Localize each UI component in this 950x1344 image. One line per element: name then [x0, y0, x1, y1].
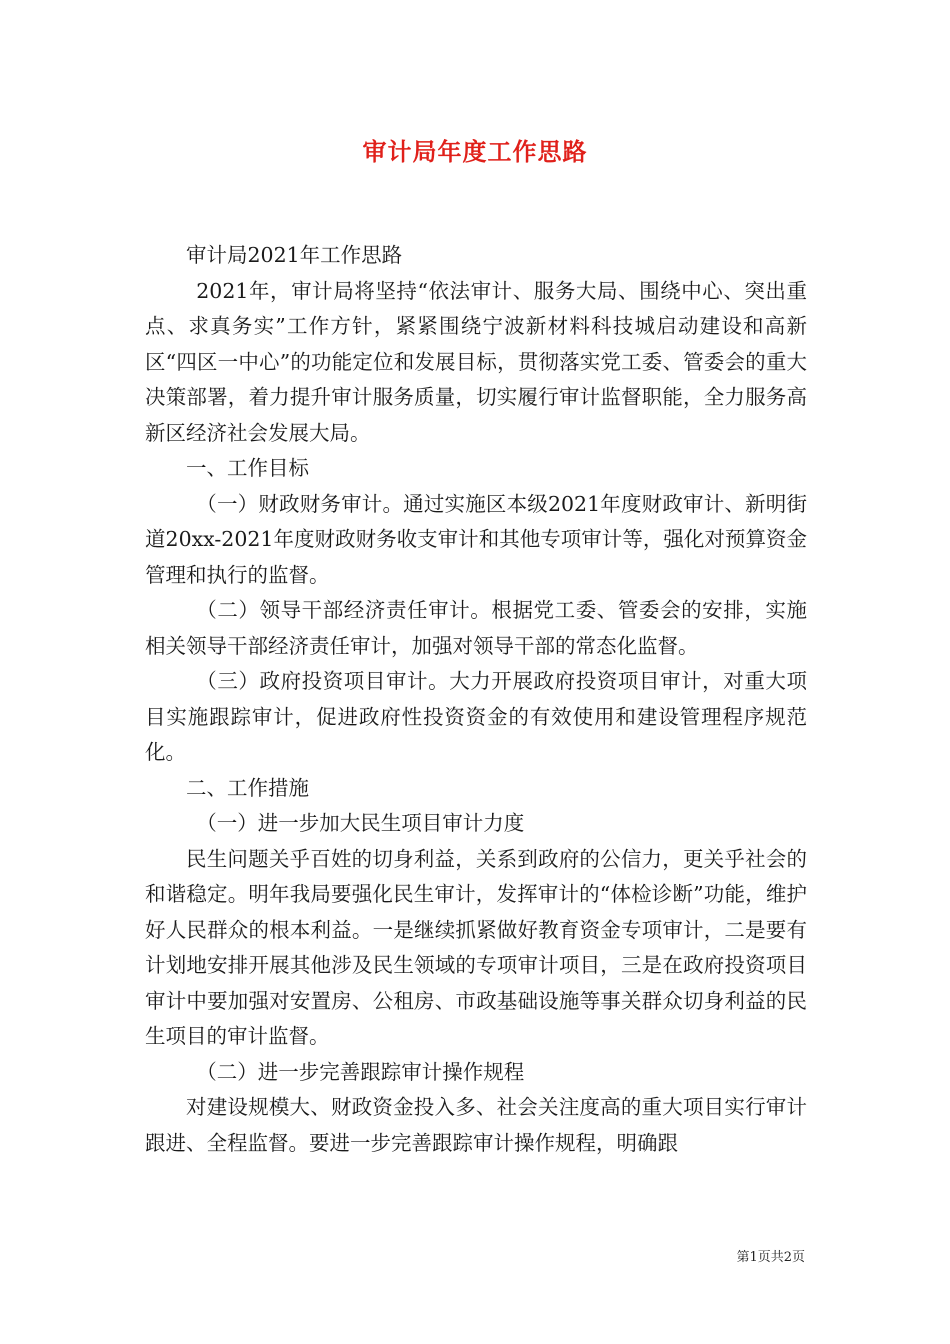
subheading-measure-2: （二）进一步完善跟踪审计操作规程 [196, 1059, 525, 1084]
section-heading-measures: 二、工作措施 [186, 775, 309, 800]
subheading-measure-1: （一）进一步加大民生项目审计力度 [196, 811, 525, 835]
paragraph-goal-3: （三）政府投资项目审计。大力开展政府投资项目审计，对重大项目实施跟踪审计，促进政府性投资资金的有效使用和建设管理程序规范化。 [145, 669, 807, 764]
paragraph-goal-2: （二）领导干部经济责任审计。根据党工委、管委会的安排，实施相关领导干部经济责任审计，加强对领导干部的常态化监督。 [145, 598, 807, 658]
paragraph-measure-1: 民生问题关乎百姓的切身利益，关系到政府的公信力，更关乎社会的和谐稳定。明年我局要强化民生审计，发挥审计的“体检诊断”功能，维护好人民群众的根本利益。一是继续抓紧做好教育资金专项审计，二是要有计划地安排开展其他涉及民生领域的专项审计项目，三是在政府投资项目审计中要加强对安置房、公租房、市政基础设施等事关群众切身利益的民生项目的审计监督。 [145, 846, 807, 1048]
section-heading-goals: 一、工作目标 [186, 456, 309, 480]
document-title: 审计局年度工作思路 [362, 137, 588, 166]
paragraph-heading: 审计局2021年工作思路 [186, 243, 403, 267]
document-body [145, 238, 807, 1161]
paragraph-measure-2: 对建设规模大、财政资金投入多、社会关注度高的重大项目实行审计跟进、全程监督。要进一步完善跟踪审计操作规程，明确跟 [145, 1095, 807, 1155]
page-number: 第1页共2页 [736, 1250, 805, 1265]
paragraph-intro: 2021年，审计局将坚持“依法审计、服务大局、围绕中心、突出重点、求真务实”工作方针，紧紧围绕宁波新材料科技城启动建设和高新区“四区一中心”的功能定位和发展目标，贯彻落实党工委、管委会的重大决策部署，着力提升审计服务质量，切实履行审计监督职能，全力服务高新区经济社会发展大局。 [145, 278, 807, 445]
paragraph-goal-1: （一）财政财务审计。通过实施区本级2021年度财政审计、新明街道20xx-2021年度财政财务收支审计和其他专项审计等，强化对预算资金管理和执行的监督。 [145, 491, 807, 587]
